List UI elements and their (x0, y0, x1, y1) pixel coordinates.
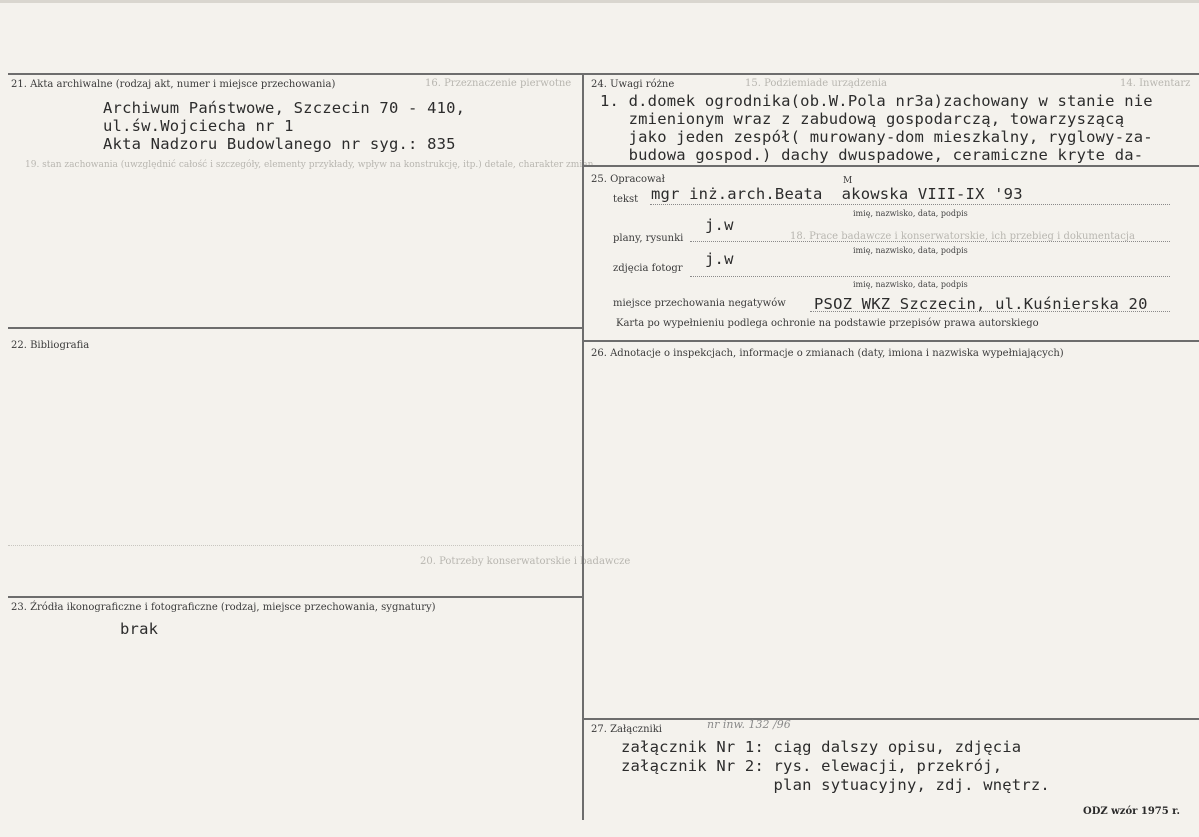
photos-author-value: j.w (705, 250, 734, 268)
section-25-label: 25. Opracował (591, 174, 665, 185)
ghost-text-18: 18. Prace badawcze i konserwatorskie, ich przebieg i dokumentacja (790, 231, 1135, 242)
paper-edge (0, 0, 1199, 3)
remarks-line-1: 1. d.domek ogrodnika(ob.W.Pola nr3a)zachowany w stanie nie (600, 92, 1153, 110)
drawings-author-line (690, 241, 1170, 242)
text-author-correction: M (843, 176, 853, 186)
photos-author-line (690, 276, 1170, 277)
rule-right-27 (584, 718, 1199, 720)
inventory-handnote: nr inw. 132 /96 (707, 718, 791, 731)
photos-author-caption: imię, nazwisko, data, podpis (853, 280, 968, 289)
remarks-line-3: jako jeden zespół( murowany-dom mieszkalny, ryglowy-za- (600, 128, 1153, 146)
ghost-text-14: 14. Inwentarz (1120, 78, 1191, 89)
text-author-caption: imię, nazwisko, data, podpis (853, 209, 968, 218)
archive-line-1: Archiwum Państwowe, Szczecin 70 - 410, (103, 99, 466, 117)
negatives-label: miejsce przechowania negatywów (613, 298, 786, 309)
sources-value: brak (120, 620, 159, 638)
archive-line-3: Akta Nadzoru Budowlanego nr syg.: 835 (103, 135, 456, 153)
attachment-line-3: plan sytuacyjny, zdj. wnętrz. (621, 776, 1050, 794)
text-author-value: mgr inż.arch.Beata akowska VIII-IX '93 (651, 185, 1023, 203)
section-22-label: 22. Bibliografia (11, 340, 90, 351)
copyright-notice: Karta po wypełnieniu podlega ochronie na podstawie przepisów prawa autorskiego (616, 318, 1039, 329)
form-template-footer: ODZ wzór 1975 r. (1083, 806, 1181, 817)
text-author-line (650, 204, 1170, 205)
section-27-label: 27. Załączniki (591, 724, 662, 735)
attachment-line-2: załącznik Nr 2: rys. elewacji, przekrój, (621, 757, 1003, 775)
rule-left-23 (8, 596, 582, 598)
remarks-line-2: zmienionym wraz z zabudową gospodarczą, towarzyszącą (600, 110, 1125, 128)
center-divider (582, 73, 584, 820)
ghost-text-20: 20. Potrzeby konserwatorskie i badawcze (420, 556, 631, 567)
top-rule (8, 73, 1199, 75)
section-21-label: 21. Akta archiwalne (rodzaj akt, numer i miejsce przechowania) (11, 79, 336, 90)
remarks-line-4: budowa gospod.) dachy dwuspadowe, ceramiczne kryte da- (600, 146, 1144, 164)
negatives-line (810, 311, 1170, 312)
drawings-author-label: plany, rysunki (613, 233, 684, 244)
negatives-value: PSOZ WKZ Szczecin, ul.Kuśnierska 20 (814, 295, 1148, 313)
rule-right-26 (584, 340, 1199, 342)
drawings-author-caption: imię, nazwisko, data, podpis (853, 246, 968, 255)
section-23-label: 23. Źródła ikonograficzne i fotograficzne (rodzaj, miejsce przechowania, sygnatury) (11, 602, 436, 613)
section-24-label: 24. Uwagi różne (591, 79, 675, 90)
ghost-text-15: 15. Podziemiade urządzenia (745, 78, 887, 89)
archive-line-2: ul.św.Wojciecha nr 1 (103, 117, 294, 135)
drawings-author-value: j.w (705, 216, 734, 234)
ghost-text-16: 16. Przeznaczenie pierwotne (425, 78, 572, 89)
ghost-text-19: 19. stan zachowania (uwzględnić całość i szczegóły, elementy przykłady, wpływ na konstrukcję, itp.) detale, charakter zmian (25, 160, 594, 170)
attachment-line-1: załącznik Nr 1: ciąg dalszy opisu, zdjęcia (621, 738, 1022, 756)
section-26-label: 26. Adnotacje o inspekcjach, informacje o zmianach (daty, imiona i nazwiska wypełniających) (591, 348, 1064, 359)
faint-rule (8, 545, 582, 546)
photos-author-label: zdjęcia fotogr (613, 263, 683, 274)
rule-left-22 (8, 327, 582, 329)
text-author-label: tekst (613, 194, 639, 205)
rule-right-25 (584, 165, 1199, 167)
